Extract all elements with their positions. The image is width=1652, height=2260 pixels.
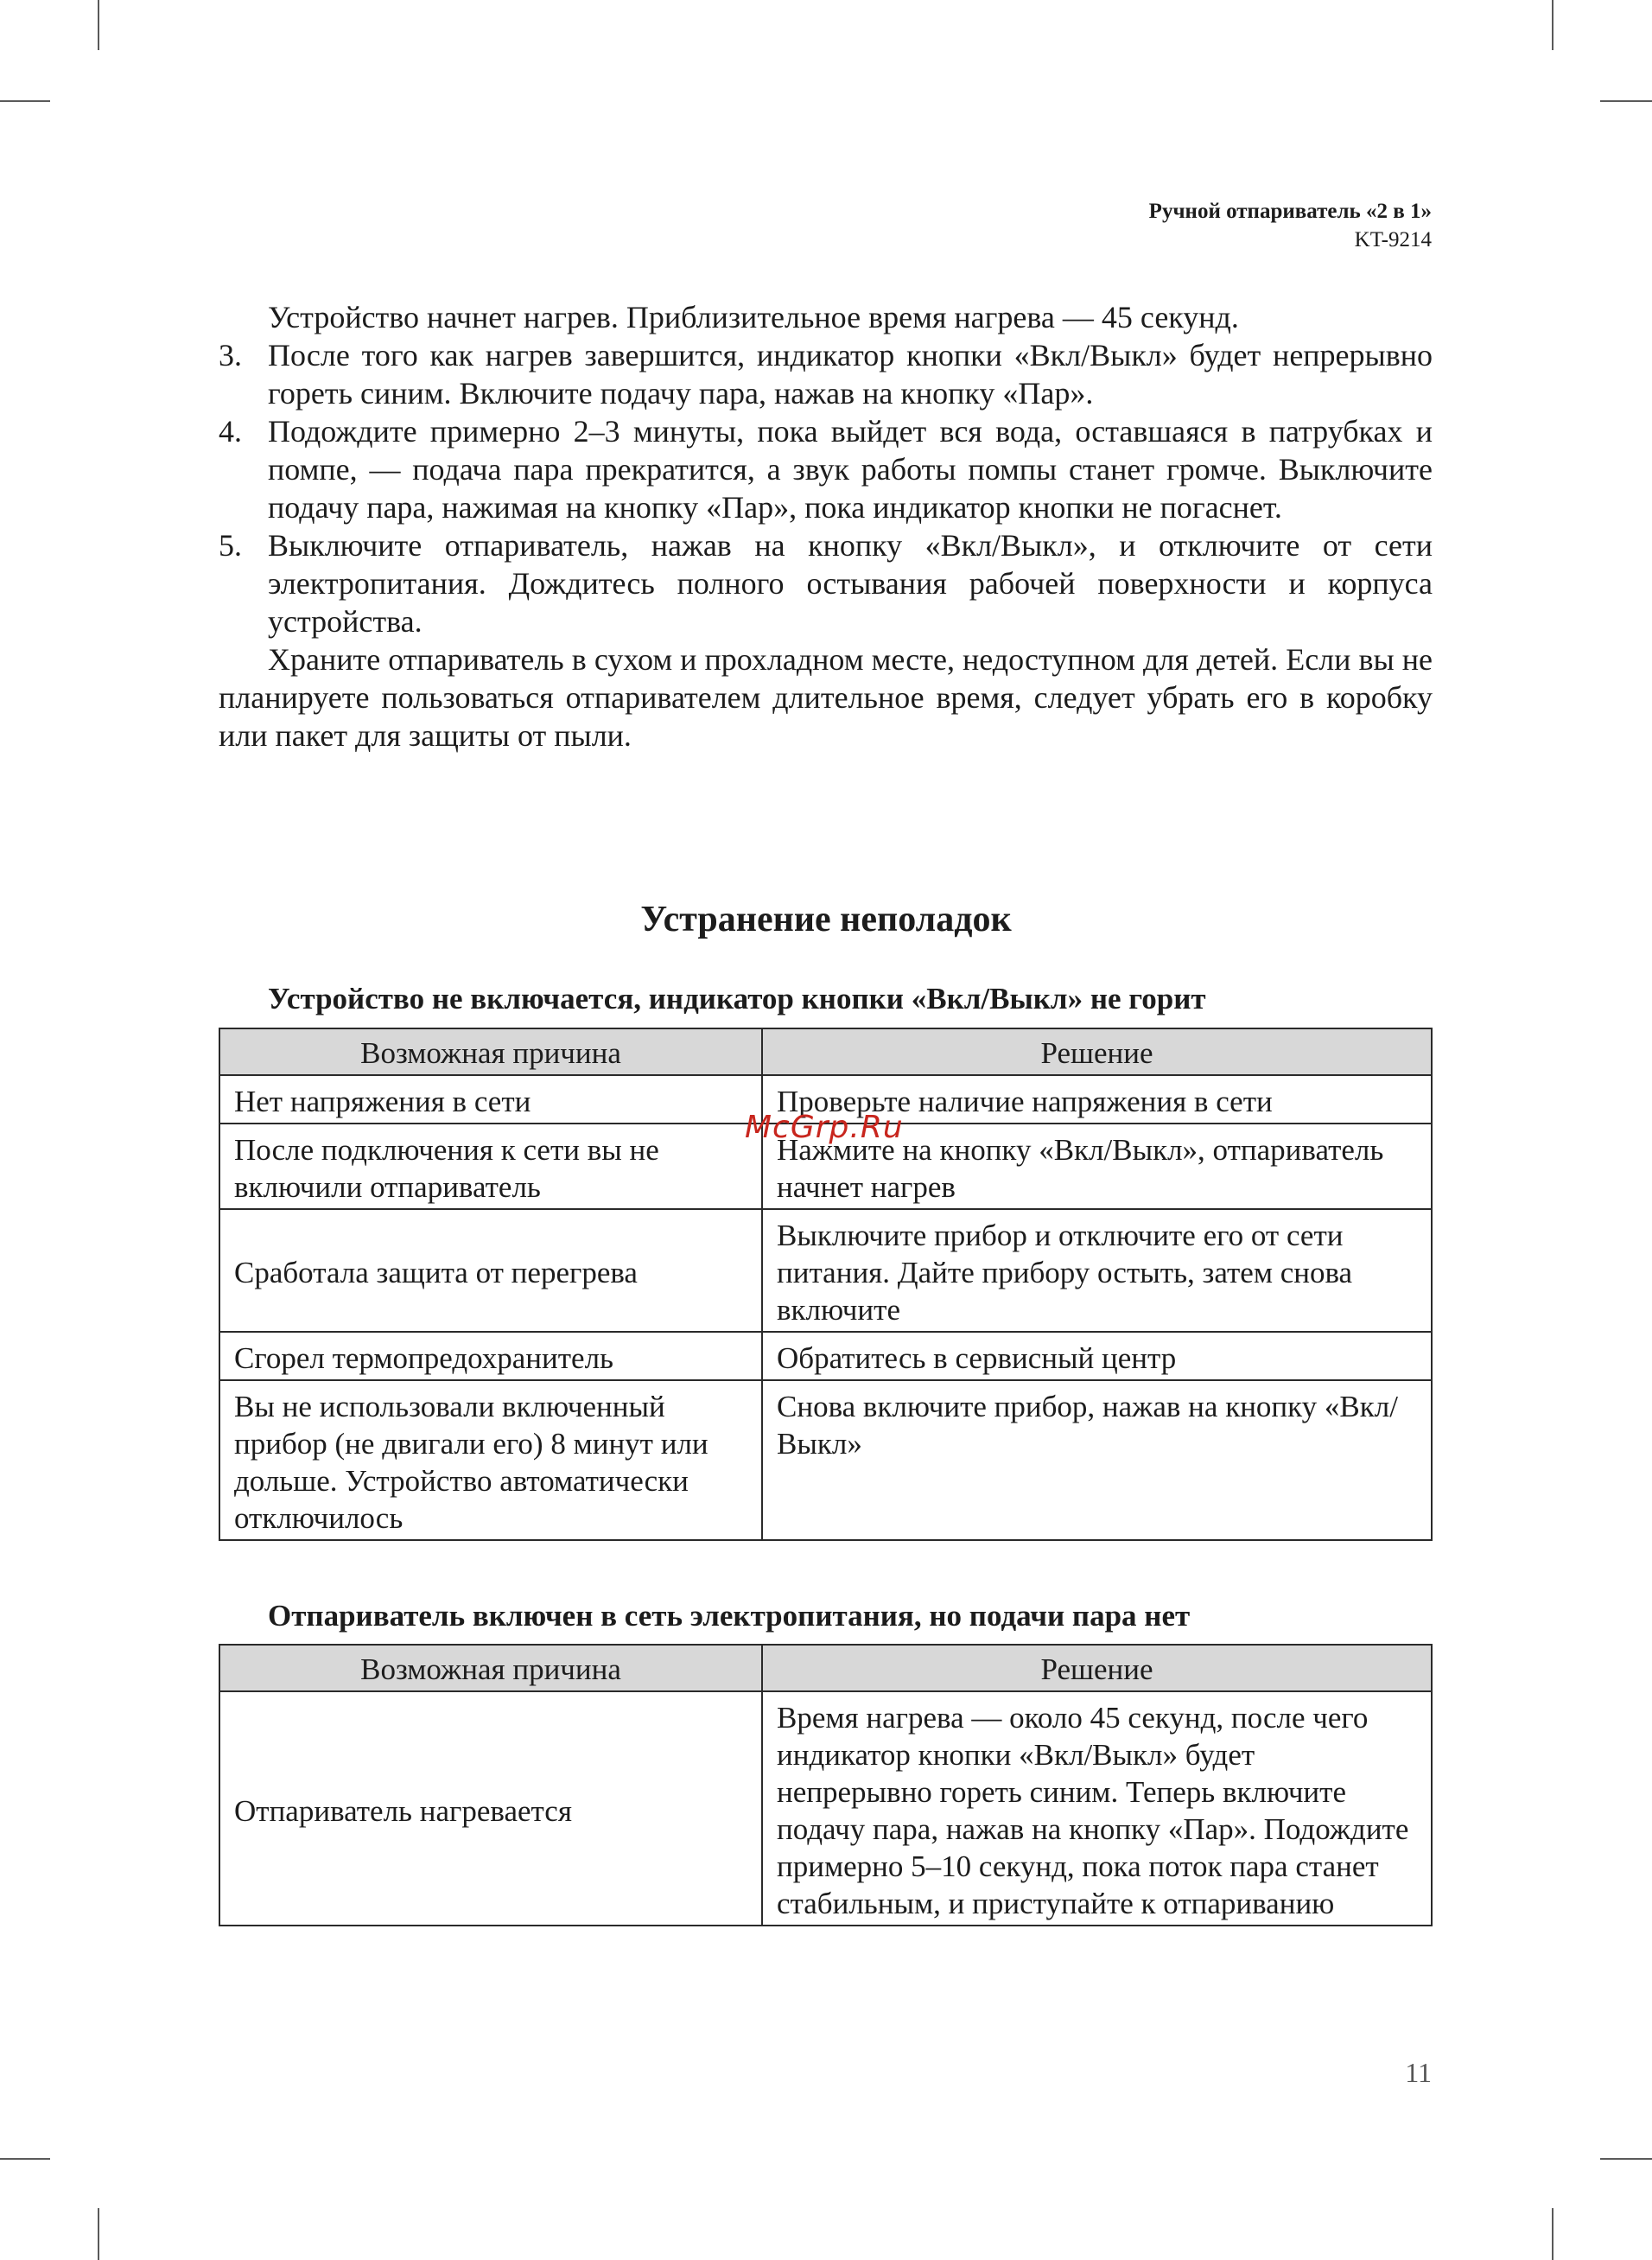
table-row [219, 1332, 1432, 1380]
solution-cell: Снова включите прибор, нажав на кнопку «Вкл/Выкл» [762, 1380, 1432, 1540]
section-title: Устранение неполадок [640, 900, 1012, 939]
running-header [1149, 197, 1432, 254]
crop-mark [0, 100, 50, 102]
cause-cell: Отпариватель нагревается [219, 1691, 762, 1926]
watermark: McGrp.Ru [745, 1110, 904, 1145]
solution-cell: Обратитесь в сервисный центр [762, 1332, 1432, 1380]
list-text: После того как нагрев завершится, индикатор кнопки «Вкл/Выкл» будет непрерывно гореть синим. Включите подачу пара, нажав на кнопку «Пар». [268, 338, 1433, 411]
instructions-text [219, 298, 1433, 754]
list-text: Подождите примерно 2–3 минуты, пока выйдет вся вода, оставшаяся в патрубках и помпе, — подача пара прекратится, а звук работы помпы станет громче. Выключите подачу пара, нажимая на кнопку «Пар», пока индикатор кнопки не погаснет. [268, 414, 1433, 525]
table-header-row [219, 1645, 1432, 1691]
page-number: 11 [1405, 2057, 1432, 2088]
header-title: Ручной отпариватель «2 в 1» [1148, 200, 1432, 223]
intro-line: Устройство начнет нагрев. Приблизительное время нагрева — 45 секунд. [268, 300, 1239, 334]
storage-paragraph: Храните отпариватель в сухом и прохладном месте, недоступном для детей. Если вы не планируете пользоваться отпаривателем длительное время, следует убрать его в коробку или пакет для защиты от пыли. [219, 642, 1433, 753]
column-header-cause: Возможная причина [219, 1028, 762, 1075]
list-item [219, 336, 1433, 412]
list-number: 5. [219, 528, 242, 563]
cause-cell: Вы не использовали включенный прибор (не двигали его) 8 минут или дольше. Устройство автоматически отключилось [219, 1380, 762, 1540]
crop-mark [1600, 2158, 1652, 2160]
table-row [219, 1380, 1432, 1540]
table-row [219, 1691, 1432, 1926]
solution-cell: Нажмите на кнопку «Вкл/Выкл», отпариватель начнет нагрев [762, 1124, 1432, 1209]
crop-mark [98, 0, 99, 50]
solution-cell: Выключите прибор и отключите его от сети питания. Дайте прибору остыть, затем снова включите [762, 1209, 1432, 1332]
crop-mark [1552, 0, 1554, 50]
crop-mark [98, 2208, 99, 2260]
list-item [219, 412, 1433, 526]
list-item [219, 526, 1433, 640]
troubleshooting-table-1 [219, 1028, 1433, 1541]
header-model: KT-9214 [1354, 228, 1432, 251]
crop-mark [1600, 100, 1652, 102]
table1-heading: Устройство не включается, индикатор кнопки «Вкл/Выкл» не горит [268, 982, 1206, 1015]
cause-cell: Нет напряжения в сети [219, 1075, 762, 1124]
column-header-solution: Решение [762, 1028, 1432, 1075]
troubleshooting-table-2 [219, 1644, 1433, 1926]
cause-cell: После подключения к сети вы не включили отпариватель [219, 1124, 762, 1209]
cause-cell: Сработала защита от перегрева [219, 1209, 762, 1332]
list-number: 4. [219, 414, 242, 449]
solution-cell: Время нагрева — около 45 секунд, после чего индикатор кнопки «Вкл/Выкл» будет непрерывно гореть синим. Теперь включите подачу пара, нажав на кнопку «Пар». Подождите примерно 5–10 секунд, пока поток пара станет стабильным, и приступайте к отпариванию [762, 1691, 1432, 1926]
list-number: 3. [219, 338, 242, 372]
list-text: Выключите отпариватель, нажав на кнопку «Вкл/Выкл», и отключите от сети электропитания. Дождитесь полного остывания рабочей поверхности и корпуса устройства. [268, 528, 1433, 639]
solution-cell: Проверьте наличие напряжения в сети [762, 1075, 1432, 1124]
table-row [219, 1209, 1432, 1332]
table2-heading: Отпариватель включен в сеть электропитания, но подачи пара нет [268, 1599, 1191, 1633]
column-header-solution: Решение [762, 1645, 1432, 1691]
crop-mark [1552, 2208, 1554, 2260]
cause-cell: Сгорел термопредохранитель [219, 1332, 762, 1380]
crop-mark [0, 2158, 50, 2160]
table-header-row [219, 1028, 1432, 1075]
column-header-cause: Возможная причина [219, 1645, 762, 1691]
